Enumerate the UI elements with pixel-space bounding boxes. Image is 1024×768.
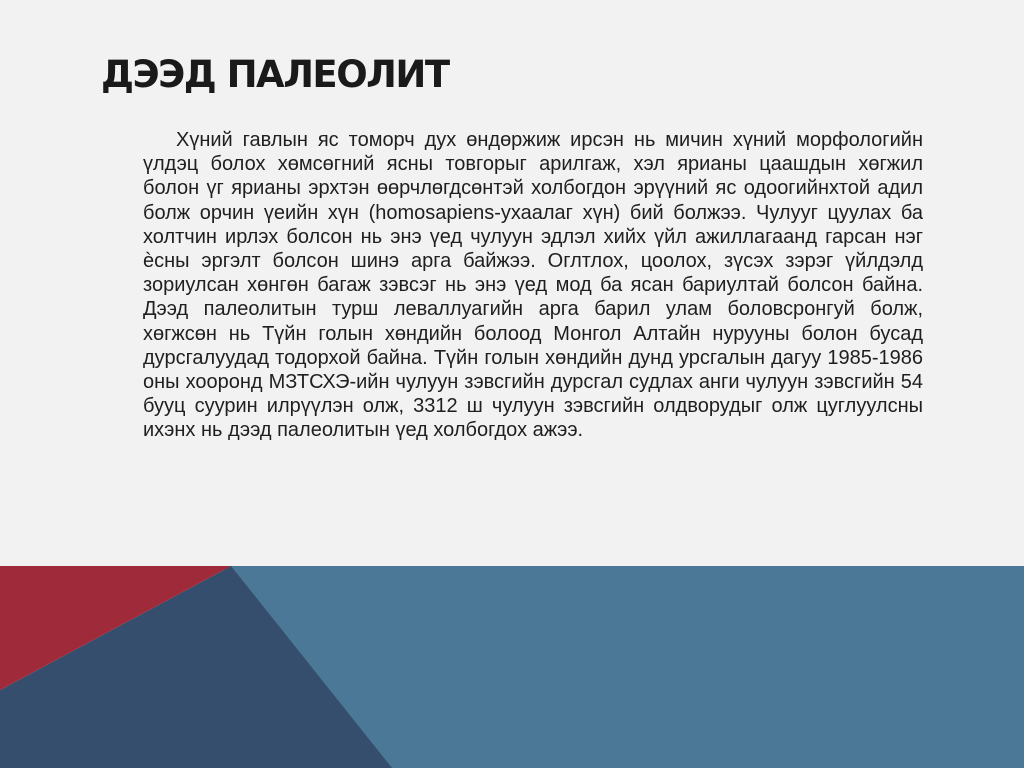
slide-body-text: Хүний гавлын яс томорч дух өндөржиж ирсэн нь мичин хүний морфологийн үлдэц болох хөмсөгний ясны товгорыг арилгаж, хэл ярианы цаашдын хөгжил болон үг ярианы эрхтэн өөрчлөгдсөнтэй холбогдон эрүүний яс одоогийнхтой адил болж орчин үеийн хүн (homosapiens-ухаалаг хүн) бий болжээ. Чулууг цуулах ба холтчин ирлэх болсон нь энэ үед чулуун эдлэл хийх үйл ажиллагаанд гарсан нэг ѐсны эргэлт болсон шинэ арга байжээ. Оглтлох, цоолох, зүсэх зэрэг үйлдэлд зориулсан хөнгөн багаж зэвсэг нь энэ үед мод ба ясан бариултай болсон байна. Дээд палеолитын турш леваллуагийн арга барил улам боловсронгуй болж, хөгжсөн нь Түйн голын хөндийн болоод Монгол Алтайн нурууны болон бусад дурсгалуудад тодорхой байна. Түйн голын хөндийн дунд урсгалын дагуу 1985-1986 оны хооронд МЗТСХЭ-ийн чулуун зэвсгийн дурсгал судлах анги чулуун зэвсгийн 54 бууц суурин илрүүлэн олж, 3312 ш чулуун зэвсгийн олдворудыг олж цуглуулсны ихэнх нь дээд палеолитын үед холбогдох ажээ. (143, 129, 923, 442)
slide-title: ДЭЭД ПАЛЕОЛИТ (101, 53, 449, 96)
